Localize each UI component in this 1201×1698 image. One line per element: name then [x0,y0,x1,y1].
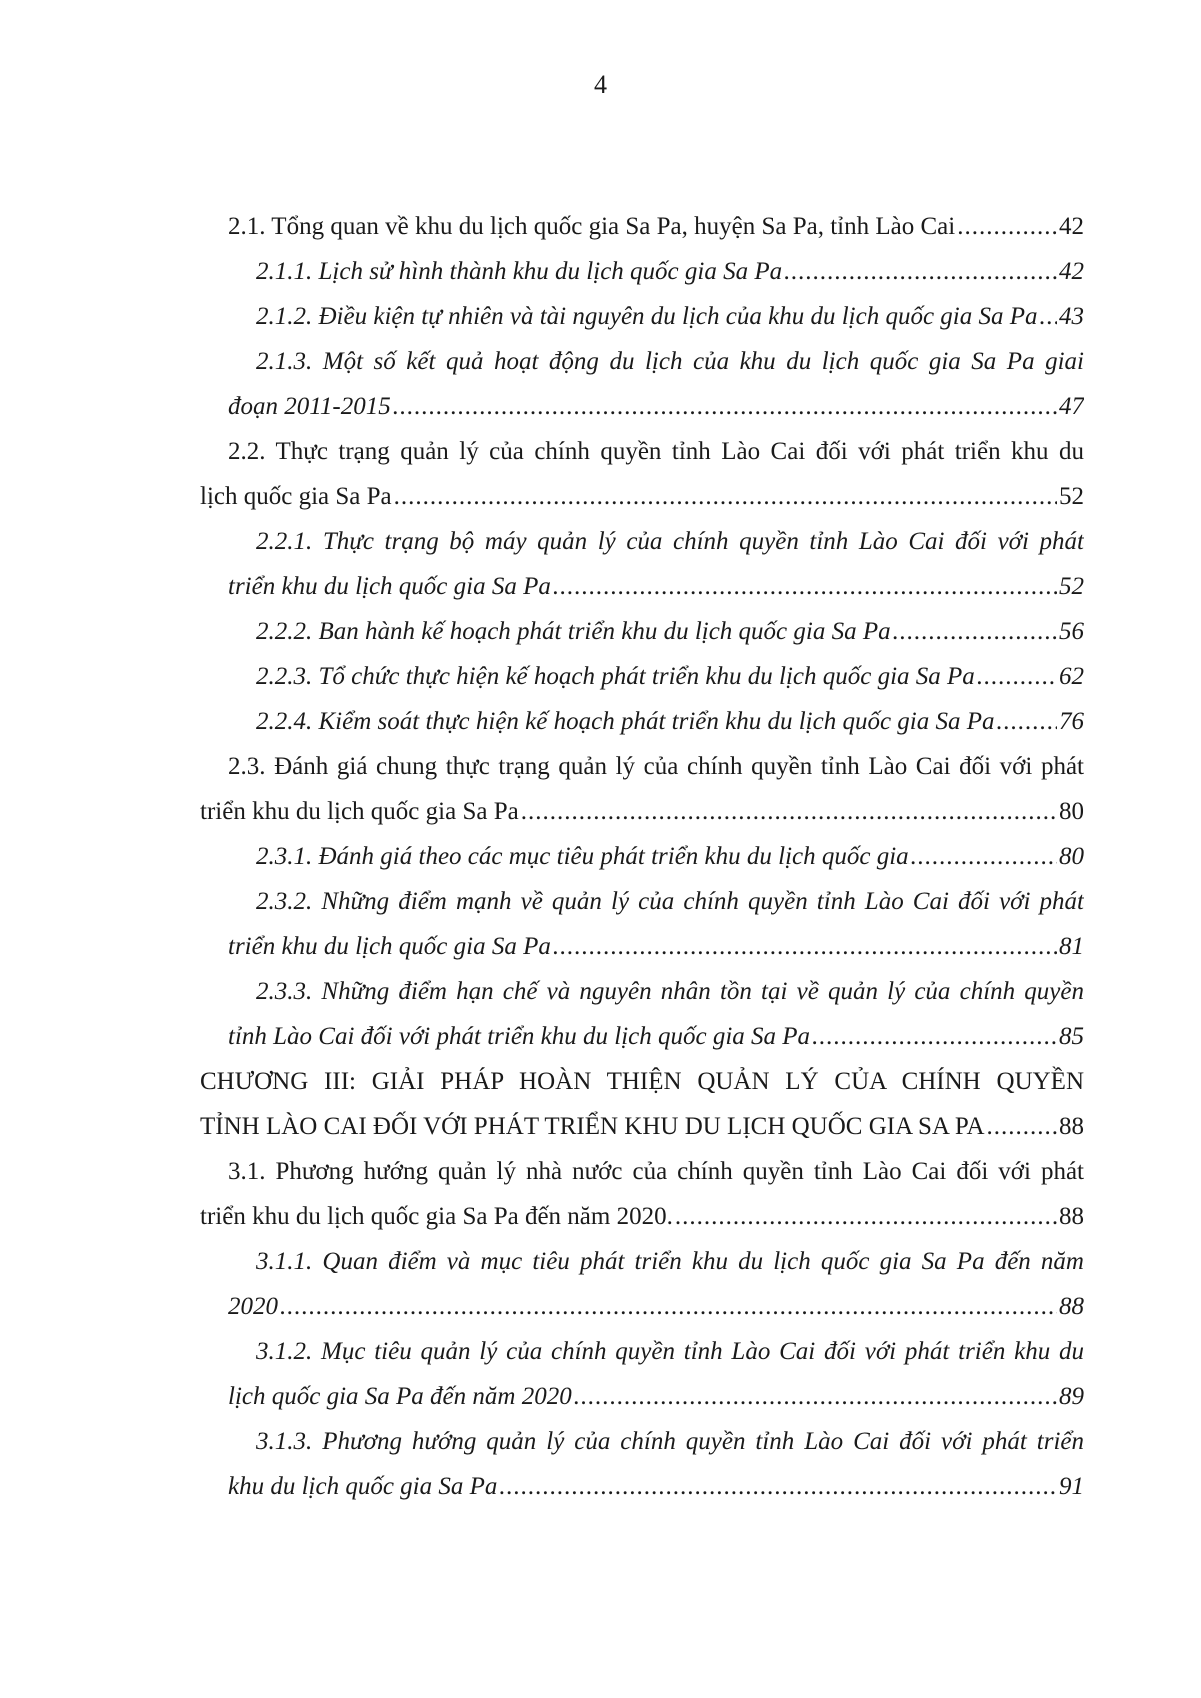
toc-entry-title: triển khu du lịch quốc gia Sa Pa [200,798,519,825]
toc-entry-title: 2.1. Tổng quan về khu du lịch quốc gia Sa Pa, huyện Sa Pa, tỉnh Lào Cai [228,213,956,240]
toc-entry-title: lịch quốc gia Sa Pa đến năm 2020 [228,1383,572,1410]
toc-entry-line [200,736,1084,781]
toc-entry [200,1051,1084,1141]
toc-entry-line [200,511,1084,556]
toc-entry-title: CHƯƠNG III: GIẢI PHÁP HOÀN THIỆN QUẢN LÝ CỦA CHÍNH QUYỀN [200,1068,1084,1095]
toc-entry-title: 2.2.1. Thực trạng bộ máy quản lý của chính quyền tỉnh Lào Cai đối với phát [256,528,1084,555]
toc-entry-title: khu du lịch quốc gia Sa Pa [228,1473,498,1500]
toc-entry [200,961,1084,1051]
toc-entry-line [200,241,1084,286]
toc-entry-title: 3.1.2. Mục tiêu quản lý của chính quyền tỉnh Lào Cai đối với phát triển khu du [256,1338,1084,1365]
toc-entry-title: 2.2.3. Tổ chức thực hiện kế hoạch phát triển khu du lịch quốc gia Sa Pa [256,663,975,690]
dot-leader [574,1383,1057,1411]
toc-entry-line [200,376,1084,421]
toc-entry [200,826,1084,871]
toc-entry [200,241,1084,286]
table-of-contents [200,196,1084,1501]
toc-entry-page: 85 [1059,1023,1084,1050]
toc-entry-title: 2.3.3. Những điểm hạn chế và nguyên nhân tồn tại về quản lý của chính quyền [256,978,1084,1005]
toc-entry [200,1231,1084,1321]
toc-entry [200,196,1084,241]
toc-entry-title: 3.1.1. Quan điểm và mục tiêu phát triển khu du lịch quốc gia Sa Pa đến năm [256,1248,1084,1275]
toc-entry-page: 52 [1059,483,1084,510]
toc-entry [200,1411,1084,1501]
toc-entry-line [200,421,1084,466]
toc-entry [200,1321,1084,1411]
toc-entry-line [200,1276,1084,1321]
dot-leader [393,393,1057,421]
toc-entry [200,286,1084,331]
toc-entry-title: 2.3.2. Những điểm mạnh về quản lý của chính quyền tỉnh Lào Cai đối với phát [256,888,1084,915]
toc-entry-page: 80 [1059,843,1084,870]
toc-entry-title: triển khu du lịch quốc gia Sa Pa đến năm 2020. [200,1203,673,1230]
dot-leader [812,1023,1057,1051]
toc-entry [200,331,1084,421]
dot-leader [1040,303,1057,331]
toc-entry [200,1141,1084,1231]
dot-leader [957,213,1057,241]
toc-entry-title: 2.1.3. Một số kết quả hoạt động du lịch của khu du lịch quốc gia Sa Pa giai [256,348,1084,375]
toc-entry-line [200,691,1084,736]
toc-entry-title: 2.2.2. Ban hành kế hoạch phát triển khu du lịch quốc gia Sa Pa [256,618,891,645]
dot-leader [911,843,1057,871]
toc-entry-line [200,1051,1084,1096]
toc-entry-title: triển khu du lịch quốc gia Sa Pa [228,933,551,960]
toc-entry [200,646,1084,691]
toc-entry-title: 3.1.3. Phương hướng quản lý của chính quyền tỉnh Lào Cai đối với phát triển [256,1428,1084,1455]
toc-entry-line [200,781,1084,826]
dot-leader [784,258,1057,286]
dot-leader [499,1473,1057,1501]
page-number: 4 [594,70,607,99]
toc-entry-page: 42 [1059,258,1084,285]
toc-entry [200,421,1084,511]
toc-entry-title: 3.1. Phương hướng quản lý nhà nước của chính quyền tỉnh Lào Cai đối với phát [228,1158,1084,1185]
toc-entry-title: đoạn 2011-2015 [228,393,391,420]
dot-leader [675,1203,1057,1231]
dot-leader [280,1293,1057,1321]
toc-entry-title: 2.1.1. Lịch sử hình thành khu du lịch quốc gia Sa Pa [256,258,783,285]
toc-entry-line [200,1321,1084,1366]
toc-entry-line [200,286,1084,331]
toc-entry-page: 47 [1059,393,1084,420]
toc-entry-page: 88 [1059,1293,1084,1320]
toc-entry-line [200,1231,1084,1276]
toc-entry-title: lịch quốc gia Sa Pa [200,483,392,510]
toc-entry-line [200,646,1084,691]
toc-entry-title: 2020 [228,1293,278,1320]
toc-entry-page: 52 [1059,573,1084,600]
dot-leader [521,798,1057,826]
toc-entry-line [200,1411,1084,1456]
toc-entry-page: 76 [1059,708,1084,735]
toc-entry-title: 2.2.4. Kiểm soát thực hiện kế hoạch phát triển khu du lịch quốc gia Sa Pa [256,708,995,735]
toc-entry-page: 91 [1059,1473,1084,1500]
dot-leader [977,663,1057,691]
toc-entry-title: 2.2. Thực trạng quản lý của chính quyền tỉnh Lào Cai đối với phát triển khu du [228,438,1084,465]
toc-entry-line [200,466,1084,511]
toc-entry-line [200,1366,1084,1411]
toc-entry-line [200,1096,1084,1141]
toc-entry-page: 80 [1059,798,1084,825]
toc-entry-line [200,1186,1084,1231]
toc-entry-line [200,331,1084,376]
toc-entry [200,511,1084,601]
toc-entry [200,691,1084,736]
toc-entry-line [200,1141,1084,1186]
toc-entry-page: 42 [1059,213,1084,240]
toc-entry-line [200,826,1084,871]
toc-entry-line [200,916,1084,961]
dot-leader [987,1113,1057,1141]
dot-leader [553,573,1057,601]
toc-entry [200,736,1084,826]
toc-entry [200,871,1084,961]
toc-entry-line [200,871,1084,916]
toc-entry-page: 43 [1059,303,1084,330]
toc-entry-title: 2.3. Đánh giá chung thực trạng quản lý của chính quyền tỉnh Lào Cai đối với phát [228,753,1084,780]
dot-leader [997,708,1057,736]
toc-entry-title: tỉnh Lào Cai đối với phát triển khu du lịch quốc gia Sa Pa [228,1023,811,1050]
toc-entry-line [200,1456,1084,1501]
toc-entry [200,601,1084,646]
toc-entry-line [200,196,1084,241]
toc-entry-page: 62 [1059,663,1084,690]
toc-entry-line [200,1006,1084,1051]
toc-entry-line [200,601,1084,646]
toc-entry-page: 56 [1059,618,1084,645]
dot-leader [394,483,1057,511]
toc-entry-line [200,556,1084,601]
toc-entry-title: triển khu du lịch quốc gia Sa Pa [228,573,551,600]
toc-entry-page: 88 [1059,1203,1084,1230]
toc-entry-page: 81 [1059,933,1084,960]
toc-entry-title: 2.3.1. Đánh giá theo các mục tiêu phát triển khu du lịch quốc gia [256,843,909,870]
toc-entry-page: 89 [1059,1383,1084,1410]
dot-leader [893,618,1057,646]
toc-entry-line [200,961,1084,1006]
toc-entry-title: TỈNH LÀO CAI ĐỐI VỚI PHÁT TRIỂN KHU DU LỊCH QUỐC GIA SA PA [200,1113,985,1140]
toc-entry-title: 2.1.2. Điều kiện tự nhiên và tài nguyên du lịch của khu du lịch quốc gia Sa Pa [256,303,1038,330]
dot-leader [553,933,1057,961]
toc-entry-page: 88 [1059,1113,1084,1140]
